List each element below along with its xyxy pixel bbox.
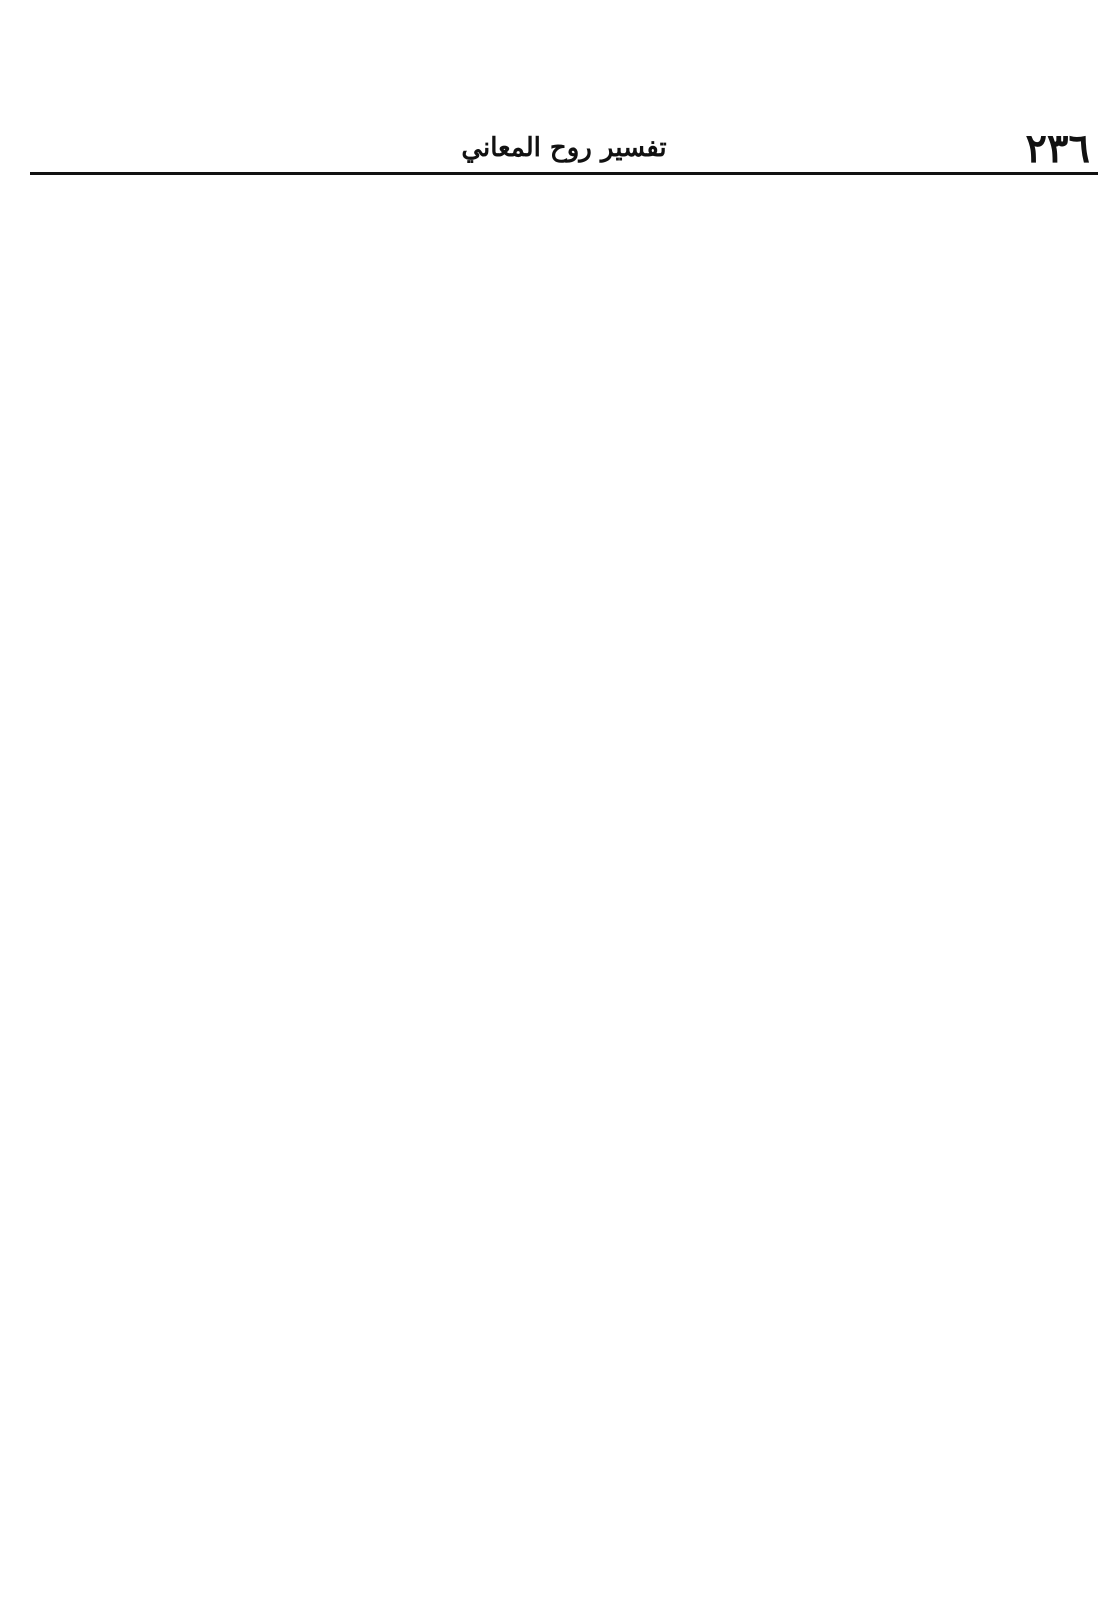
text-line — [30, 501, 1098, 547]
text-line — [30, 638, 1098, 684]
text-line — [30, 409, 1098, 455]
text-line — [30, 821, 1098, 867]
text-line — [30, 455, 1098, 501]
text-line — [30, 775, 1098, 821]
text-line — [30, 959, 1098, 1005]
text-line — [30, 730, 1098, 776]
text-line — [30, 913, 1098, 959]
text-line — [30, 1554, 1098, 1600]
text-line — [30, 1508, 1098, 1554]
text-line — [30, 1188, 1098, 1234]
text-line — [30, 546, 1098, 592]
text-line — [30, 1004, 1098, 1050]
text-line — [30, 1417, 1098, 1463]
text-line — [30, 363, 1098, 409]
text-line — [30, 1142, 1098, 1188]
text-line — [30, 1371, 1098, 1417]
text-line — [30, 1233, 1098, 1279]
running-title: تفسير روح المعاني — [461, 133, 667, 163]
page-body — [30, 180, 1098, 1600]
text-line — [30, 867, 1098, 913]
document-page — [30, 125, 1098, 1555]
text-line — [30, 272, 1098, 318]
text-line — [30, 1325, 1098, 1371]
text-line — [30, 1279, 1098, 1325]
page-header — [30, 125, 1098, 175]
text-line — [30, 180, 1098, 226]
text-line — [30, 684, 1098, 730]
text-line — [30, 1050, 1098, 1096]
page-number: ٢٣٦ — [1025, 125, 1090, 172]
text-line — [30, 317, 1098, 363]
header-rule — [30, 172, 1098, 175]
text-line — [30, 592, 1098, 638]
text-line — [30, 226, 1098, 272]
text-line — [30, 1096, 1098, 1142]
text-line — [30, 1462, 1098, 1508]
